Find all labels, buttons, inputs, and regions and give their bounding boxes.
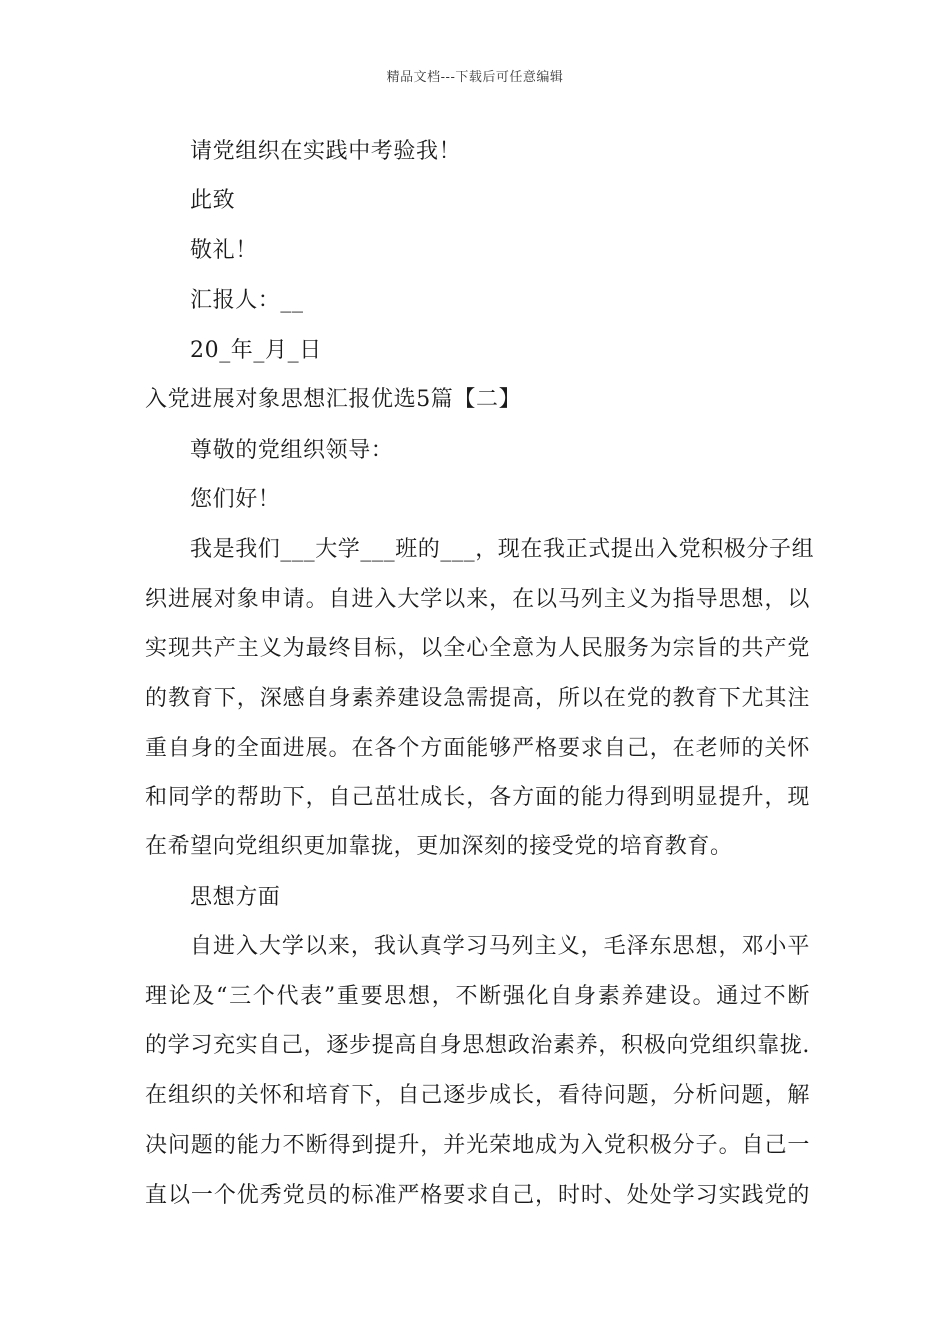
letter-line: 请党组织在实践中考验我！: [190, 139, 462, 164]
section-title: 入党进展对象思想汇报优选5篇【二】: [145, 387, 522, 412]
greeting: 您们好！: [190, 487, 281, 512]
closing-line: 此致: [190, 188, 236, 213]
paragraph-line: 的学习充实自己，逐步提高自身思想政治素养，积极向党组织靠拢.: [145, 1033, 810, 1058]
page-header: 精品文档---下载后可任意编辑: [386, 70, 564, 85]
paragraph-line: 和同学的帮助下，自己茁壮成长，各方面的能力得到明显提升，现: [145, 785, 810, 810]
reporter-line: 汇报人：__: [190, 288, 304, 313]
date-line: 20_年_月_日: [190, 338, 322, 363]
paragraph-line: 直以一个优秀党员的标准严格要求自己，时时、处处学习实践党的: [145, 1183, 810, 1208]
paragraph-line: 实现共产主义为最终目标，以全心全意为人民服务为宗旨的共产党: [145, 636, 810, 661]
paragraph-line: 自进入大学以来，我认真学习马列主义，毛泽东思想，邓小平: [190, 934, 810, 959]
paragraph-line: 的教育下，深感自身素养建设急需提高，所以在党的教育下尤其注: [145, 686, 810, 711]
paragraph-line: 我是我们___大学___班的___，现在我正式提出入党积极分子组: [190, 537, 815, 562]
subheading: 思想方面: [190, 885, 281, 910]
paragraph-line: 织进展对象申请。自进入大学以来，在以马列主义为指导思想，以: [145, 587, 810, 612]
paragraph-line: 在组织的关怀和培育下，自己逐步成长，看待问题，分析问题，解: [145, 1083, 810, 1108]
closing-line: 敬礼！: [190, 238, 258, 263]
salutation: 尊敬的党组织领导：: [190, 438, 394, 463]
paragraph-line: 理论及“三个代表”重要思想，不断强化自身素养建设。通过不断: [145, 984, 810, 1009]
paragraph-line: 决问题的能力不断得到提升，并光荣地成为入党积极分子。自己一: [145, 1133, 810, 1158]
paragraph-line: 重自身的全面进展。在各个方面能够严格要求自己，在老师的关怀: [145, 736, 810, 761]
paragraph-line: 在希望向党组织更加靠拢，更加深刻的接受党的培育教育。: [145, 834, 733, 859]
